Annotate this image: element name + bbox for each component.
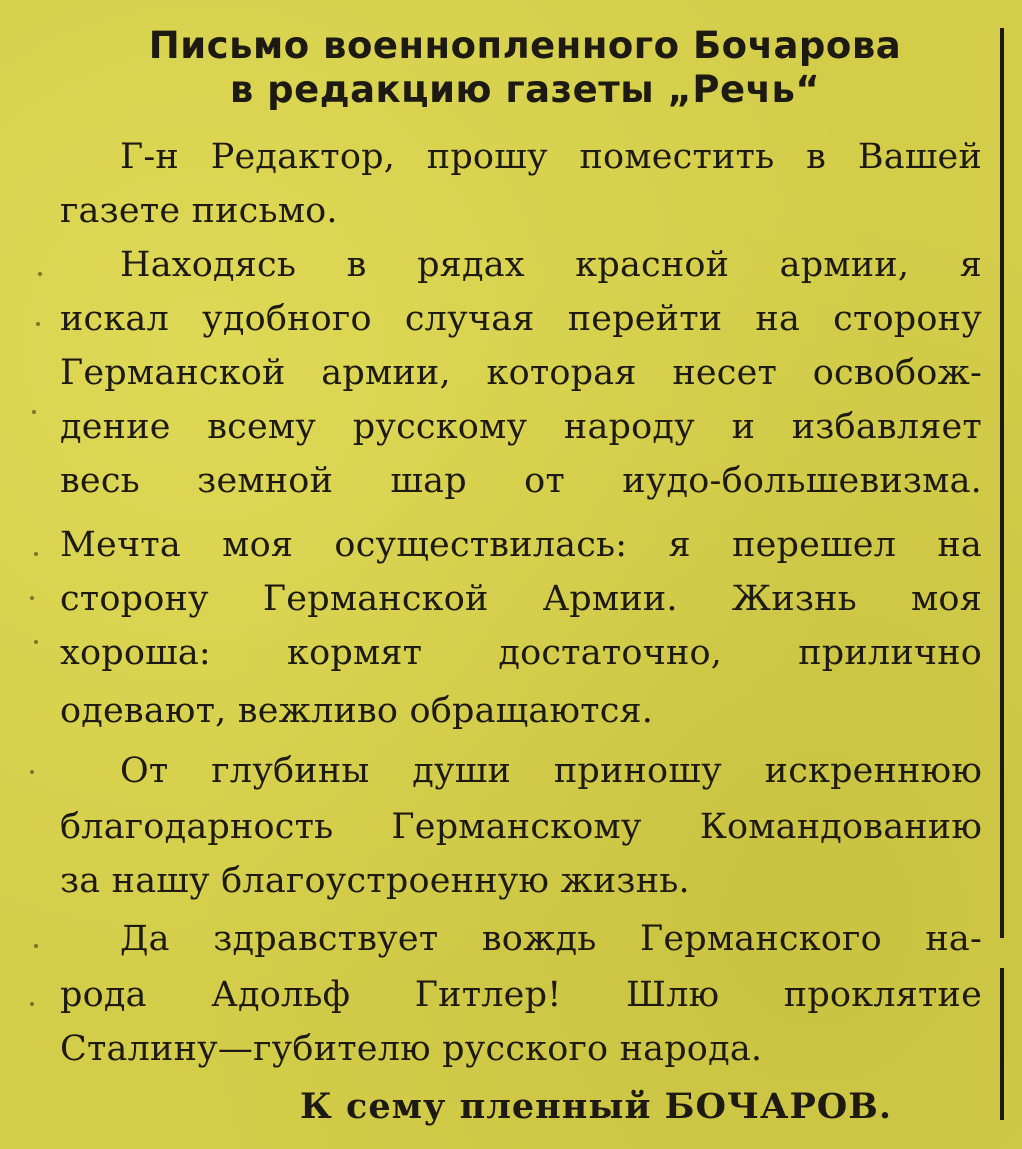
body-line: рода Адольф Гитлер! Шлю проклятие [60, 975, 982, 1015]
signature: К сему пленный БОЧАРОВ. [300, 1086, 893, 1127]
body-line: Находясь в рядах красной армии, я [120, 245, 982, 285]
body-line: От глубины души приношу искреннюю [120, 751, 982, 791]
body-line: Мечта моя осуществилась: я перешел на [60, 525, 982, 565]
body-line: дение всему русскому народу и избавляет [60, 407, 982, 447]
body-line: искал удобного случая перейти на сторону [60, 299, 982, 339]
body-line: Германской армии, которая несет освобож- [60, 353, 982, 393]
body-line: благодарность Германскому Командованию [60, 807, 982, 847]
body-line: хороша: кормят достаточно, прилично [60, 633, 982, 673]
body-line: газете письмо. [60, 191, 338, 231]
body-line: за нашу благоустроенную жизнь. [60, 861, 690, 901]
body-line: Сталину—губителю русского народа. [60, 1029, 763, 1069]
body-line: сторону Германской Армии. Жизнь моя [60, 579, 982, 619]
body-line: Г-н Редактор, прошу поместить в Вашей [120, 137, 982, 177]
column-rule-lower [1000, 968, 1004, 1120]
body-line: одевают, вежливо обращаются. [60, 691, 654, 731]
column-rule-upper [1000, 28, 1004, 938]
headline-line-1: Письмо военнопленного Бочарова [148, 24, 902, 67]
headline-line-2: в редакцию газеты „Речь“ [229, 68, 821, 111]
body-line: весь земной шар от иудо-большевизма. [60, 461, 982, 501]
body-line: Да здравствует вождь Германского на- [120, 919, 982, 959]
